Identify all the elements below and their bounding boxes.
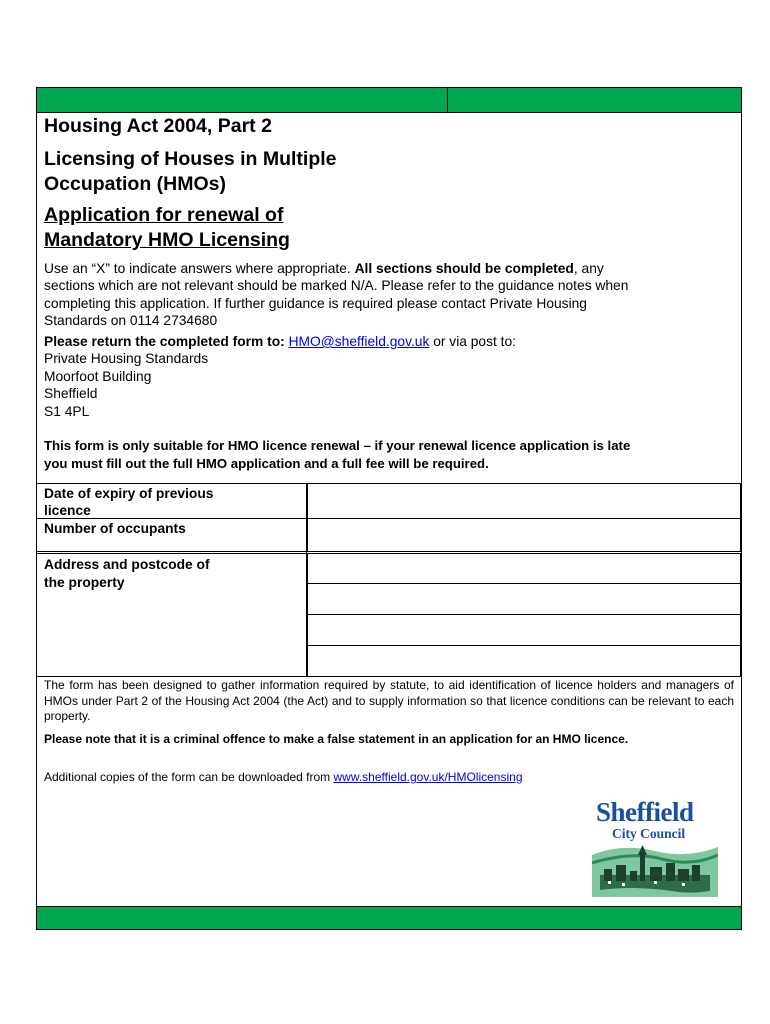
occupants-label: Number of occupants <box>44 521 186 536</box>
notice-line-1: This form is only suitable for HMO licence renewal – if your renewal licence application is late <box>44 438 631 453</box>
logo-wordmark: Sheffield <box>596 797 694 827</box>
expiry-label-2: licence <box>44 503 91 518</box>
notice-line-2: you must fill out the full HMO application and a full fee will be required. <box>44 456 489 471</box>
top-green-bar <box>37 88 741 113</box>
address-input-4[interactable] <box>307 645 741 677</box>
address-input-2[interactable] <box>307 583 741 615</box>
footer-paragraph-2: Please note that it is a criminal offence to make a false statement in an application for an HMO licence. <box>44 732 629 746</box>
title-act: Housing Act 2004, Part 2 <box>44 115 272 137</box>
intro-line-4: Standards on 0114 2734680 <box>44 313 218 328</box>
footer-paragraph-1: The form has been designed to gather information required by statute, to aid identification of licence holders and managers of HMOs under Part 2 of the Housing Act 2004 (the Act) and to supply information so that licence conditions can be relevant to each property. <box>44 678 734 723</box>
address-input-3[interactable] <box>307 614 741 646</box>
return-line: Please return the completed form to: HMO@sheffield.gov.uk or via post to: <box>44 334 517 349</box>
title-occupation: Occupation (HMOs) <box>44 173 227 195</box>
address-line-2: Moorfoot Building <box>44 369 152 384</box>
form-frame <box>36 87 742 930</box>
intro-line-3: completing this application. If further guidance is required please contact Private Housing <box>44 296 587 311</box>
table-bottom-rule <box>37 676 741 677</box>
bar-divider <box>447 88 448 112</box>
bottom-green-bar <box>37 906 741 929</box>
download-link[interactable]: www.sheffield.gov.uk/HMOlicensing <box>333 770 523 784</box>
sheffield-logo <box>592 795 718 895</box>
address-label-2: the property <box>44 575 125 590</box>
table-column-rule <box>306 483 307 677</box>
row-rule-1 <box>37 518 307 519</box>
address-line-4: S1 4PL <box>44 404 90 419</box>
expiry-input[interactable] <box>307 483 741 519</box>
logo-subtitle: City Council <box>612 826 686 841</box>
footer-paragraph-3: Additional copies of the form can be downloaded from www.sheffield.gov.uk/HMOlicensing <box>44 770 523 784</box>
expiry-label-1: Date of expiry of previous <box>44 486 214 501</box>
address-input-1[interactable] <box>307 553 741 584</box>
city-skyline-icon <box>592 841 718 897</box>
title-licensing: Licensing of Houses in Multiple <box>44 148 337 170</box>
occupants-input[interactable] <box>307 518 741 552</box>
intro-line-2: sections which are not relevant should be marked N/A. Please refer to the guidance notes when <box>44 278 629 293</box>
email-link[interactable]: HMO@sheffield.gov.uk <box>288 334 430 349</box>
subtitle-mandatory: Mandatory HMO Licensing <box>44 229 290 251</box>
address-label-1: Address and postcode of <box>44 557 210 572</box>
subtitle-renewal: Application for renewal of <box>44 204 284 226</box>
address-line-3: Sheffield <box>44 386 98 401</box>
intro-line-1: Use an “X” to indicate answers where appropriate. All sections should be completed, any <box>44 261 604 276</box>
address-line-1: Private Housing Standards <box>44 351 209 366</box>
